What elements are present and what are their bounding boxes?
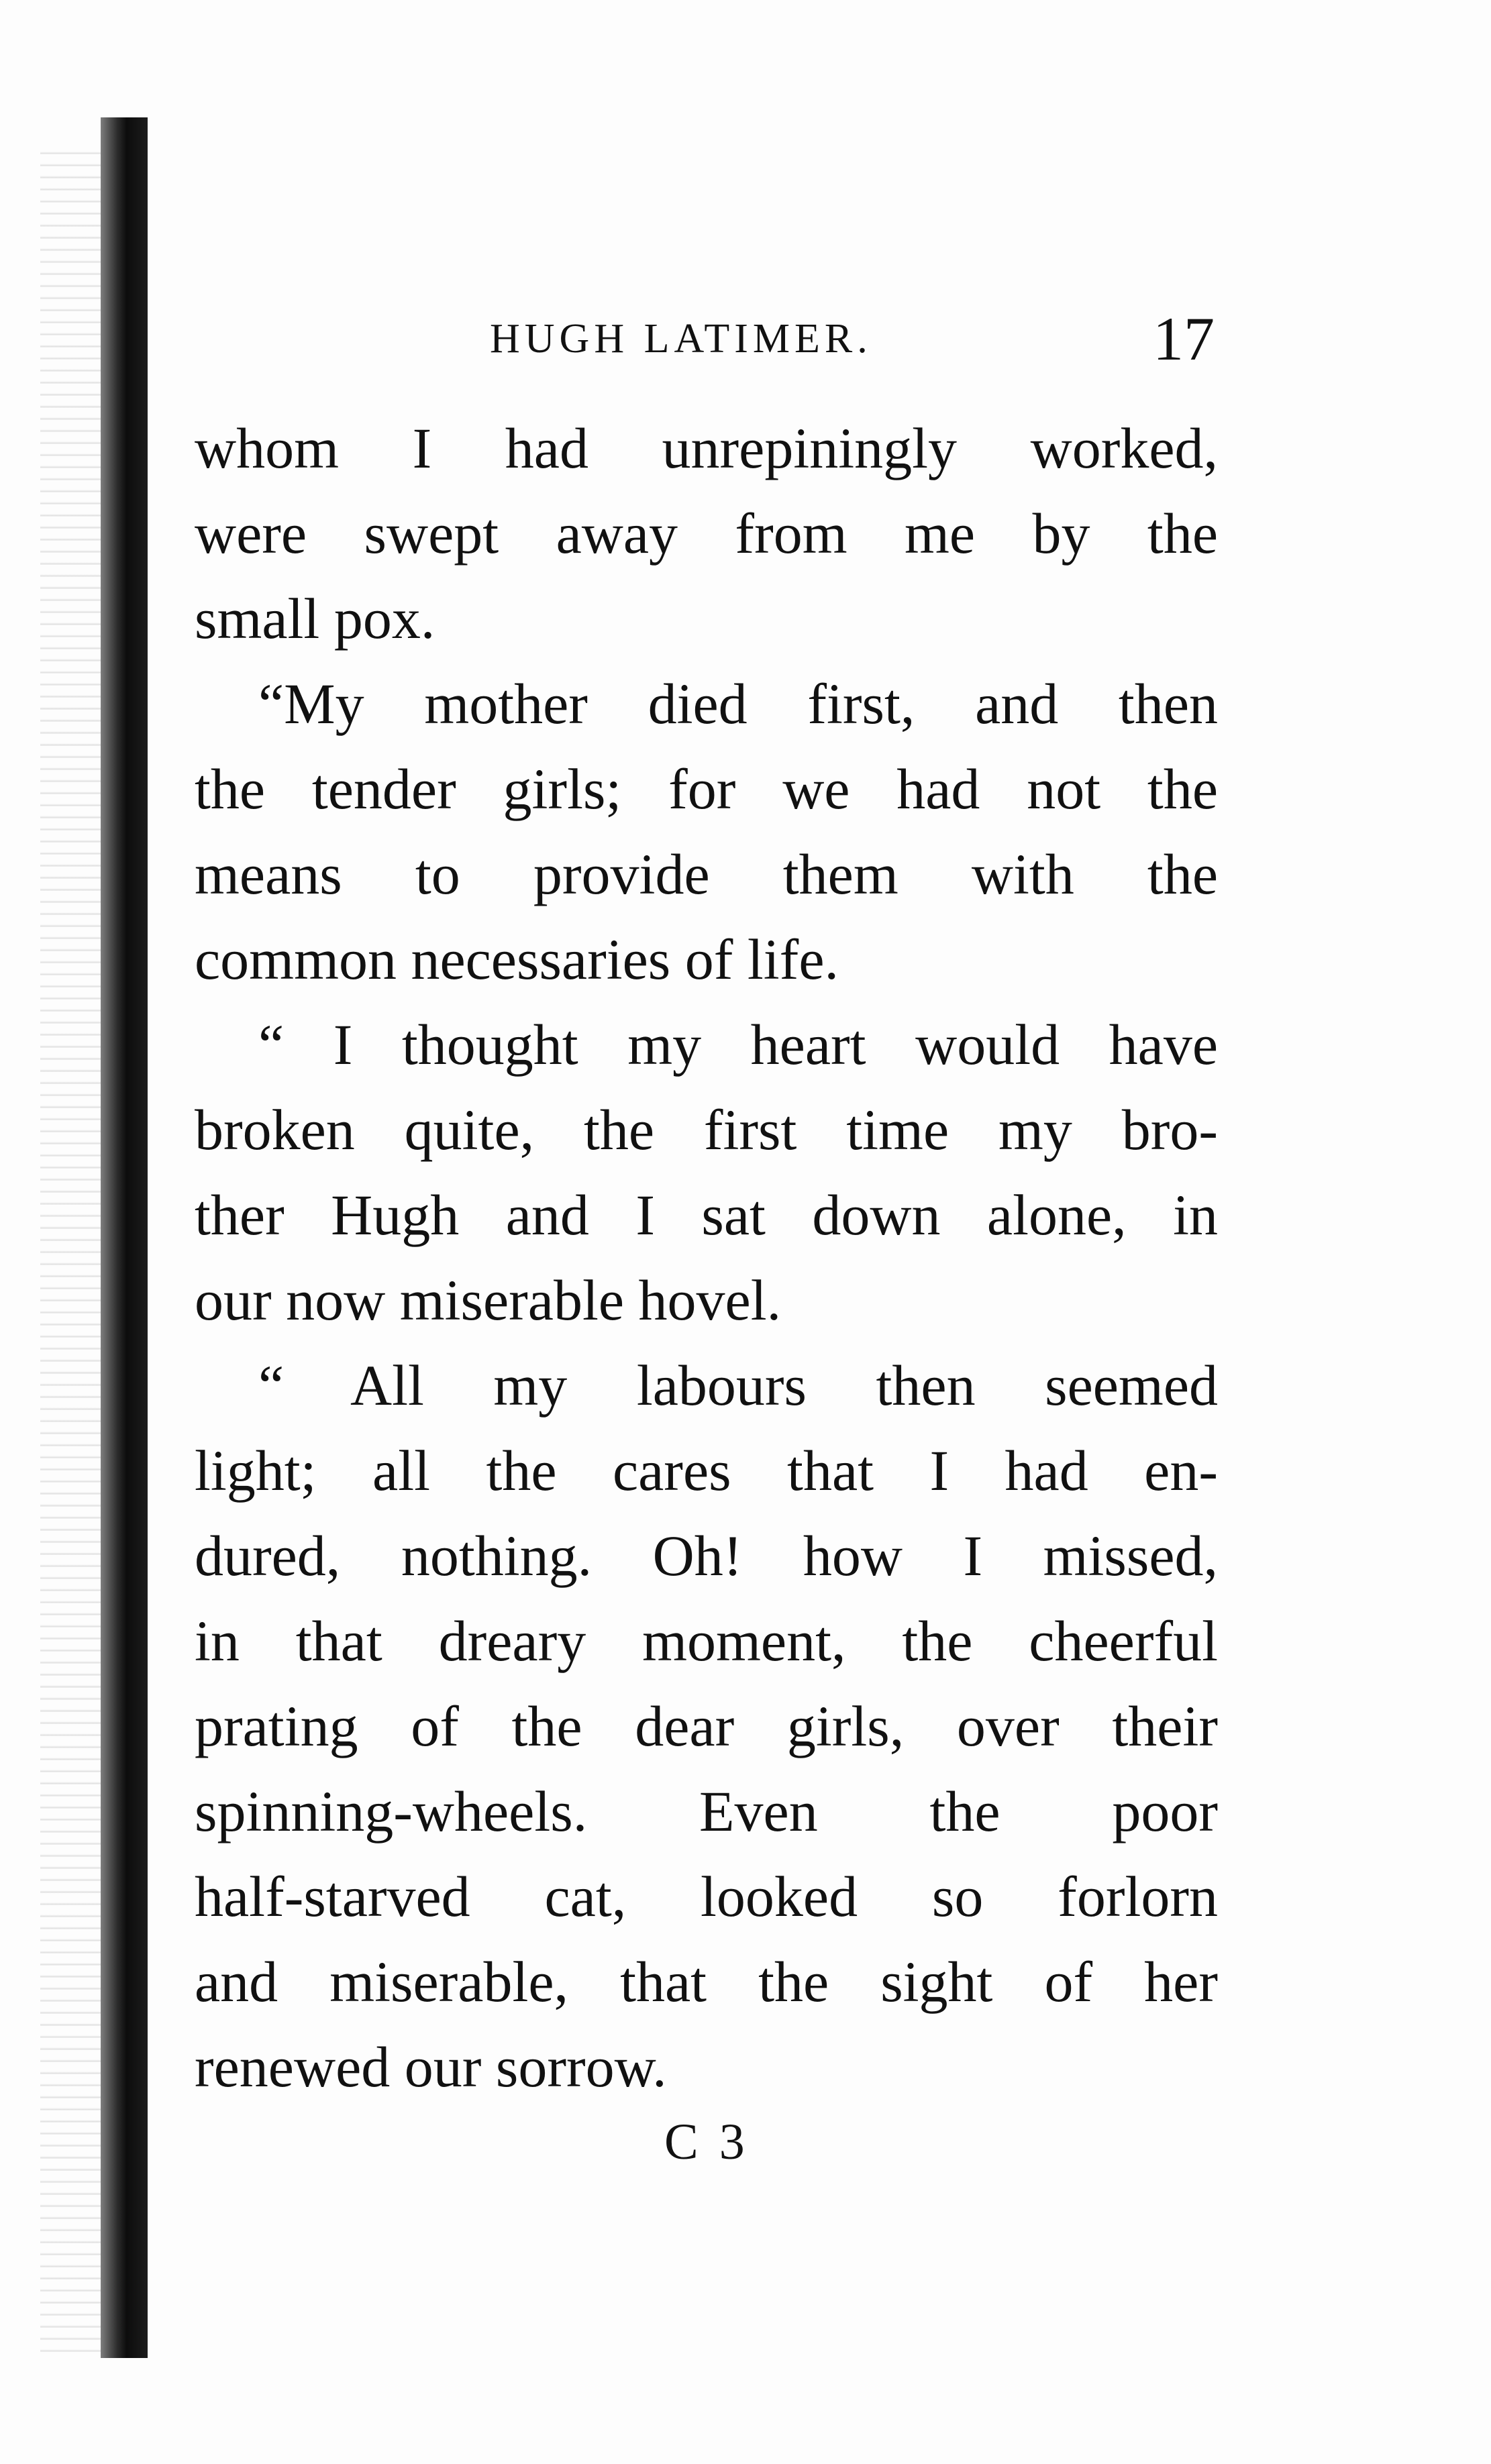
text-line: light; all the cares that I had en- [195, 1438, 1218, 1503]
text-line: and miserable, that the sight of her [195, 1949, 1218, 2014]
text-line: small pox. [195, 586, 435, 651]
body-text [195, 406, 1218, 2110]
text-line: ther Hugh and I sat down alone, in [195, 1183, 1218, 1247]
text-line: spinning-wheels. Even the poor [195, 1779, 1218, 1843]
text-line: prating of the dear girls, over their [195, 1694, 1218, 1758]
text-line: broken quite, the first time my bro- [195, 1097, 1218, 1162]
text-line: whom I had unrepiningly worked, [195, 416, 1218, 480]
page-header [195, 295, 1215, 373]
text-line: means to provide them with the [195, 842, 1218, 906]
signature-mark: C 3 [664, 2114, 749, 2170]
text-line: “ All my labours then seemed [258, 1353, 1218, 1417]
running-title: HUGH LATIMER. [490, 316, 872, 362]
text-line: dured, nothing. Oh! how I missed, [195, 1523, 1218, 1588]
text-line: were swept away from me by the [195, 501, 1218, 566]
text-line: our now miserable hovel. [195, 1268, 782, 1332]
text-line: half-starved cat, looked so forlorn [195, 1864, 1218, 1929]
text-line: “My mother died first, and then [258, 672, 1218, 736]
text-line: common necessaries of life. [195, 927, 839, 992]
text-line: “ I thought my heart would have [258, 1012, 1218, 1077]
text-line: the tender girls; for we had not the [195, 757, 1218, 821]
text-line: renewed our sorrow. [195, 2035, 667, 2099]
binding-gutter-shadow [101, 117, 148, 2358]
binding-speckle [40, 148, 101, 2361]
text-line: in that dreary moment, the cheerful [195, 1609, 1218, 1673]
page-number: 17 [1153, 305, 1215, 373]
